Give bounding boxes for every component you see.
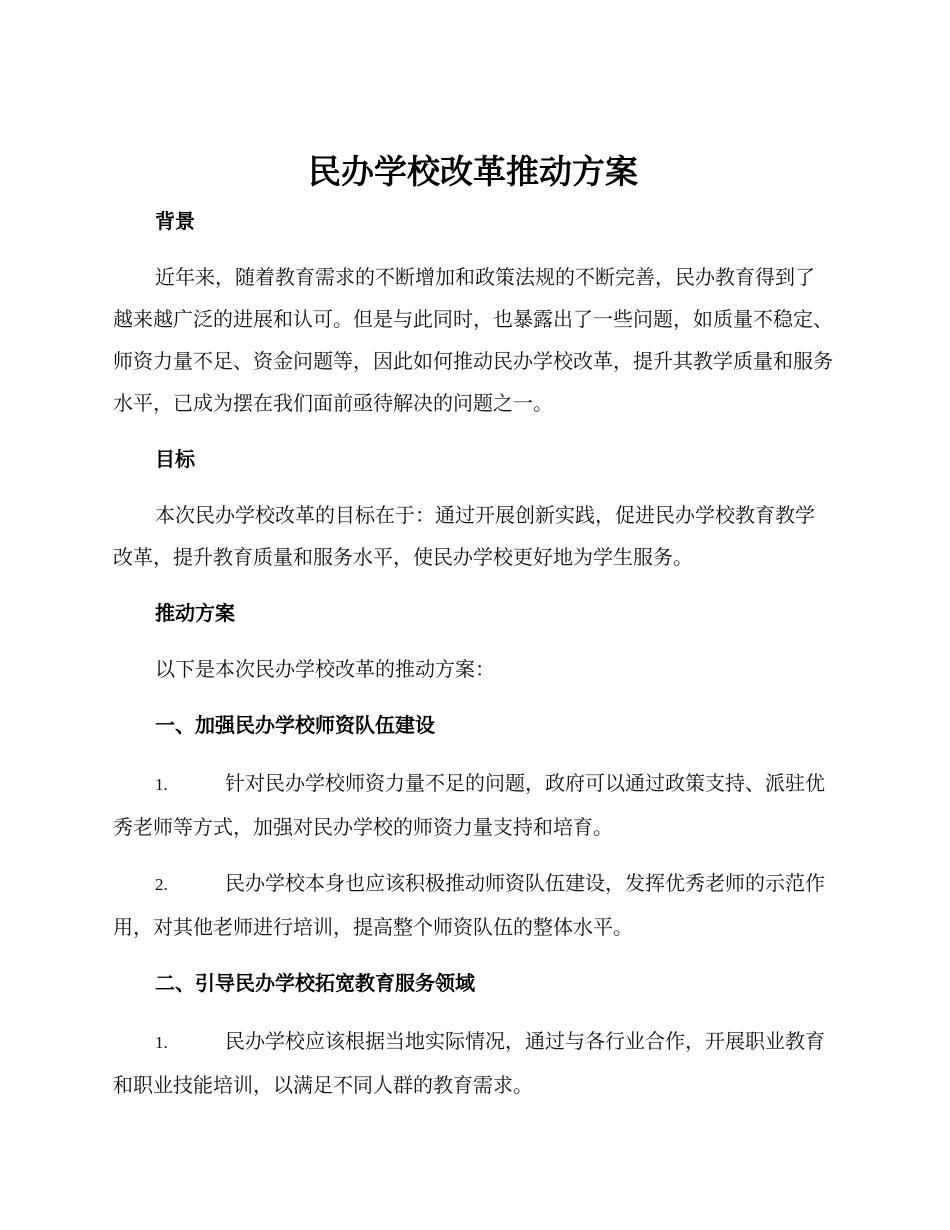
list-item (113, 1020, 833, 1106)
list-item-number: 2. (155, 875, 168, 894)
list-item (113, 862, 833, 948)
plan-intro-paragraph: 以下是本次民办学校改革的推动方案： (155, 657, 495, 681)
background-paragraph: 近年来，随着教育需求的不断增加和政策法规的不断完善，民办教育得到了越来越广泛的进展和认可。但是与此同时，也暴露出了一些问题，如质量不稳定、师资力量不足、资金问题等，因此如何推动民办学校改革，提升其教学质量和服务水平，已成为摆在我们面前亟待解决的问题之一。 (113, 265, 833, 415)
goal-paragraph: 本次民办学校改革的目标在于：通过开展创新实践，促进民办学校教育教学改革，提升教育质量和服务水平，使民办学校更好地为学生服务。 (113, 503, 815, 569)
list-item-text: 民办学校应该根据当地实际情况，通过与各行业合作，开展职业教育和职业技能培训，以满足不同人群的教育需求。 (113, 1029, 825, 1097)
list-item-number: 1. (155, 775, 168, 794)
section-heading-plan: 推动方案 (155, 601, 235, 625)
section-heading-goal: 目标 (155, 447, 195, 471)
plan-part-heading: 一、加强民办学校师资队伍建设 (155, 713, 435, 737)
list-item-number: 1. (155, 1033, 168, 1052)
list-item (113, 762, 833, 848)
document-title: 民办学校改革推动方案 (308, 152, 638, 191)
document-body (113, 146, 833, 1106)
section-heading-background: 背景 (155, 209, 195, 233)
plan-part-heading: 二、引导民办学校拓宽教育服务领域 (155, 971, 475, 995)
list-item-text: 民办学校本身也应该积极推动师资队伍建设，发挥优秀老师的示范作用，对其他老师进行培训，提高整个师资队伍的整体水平。 (113, 871, 825, 939)
list-item-text: 针对民办学校师资力量不足的问题，政府可以通过政策支持、派驻优秀老师等方式，加强对民办学校的师资力量支持和培育。 (113, 771, 825, 839)
